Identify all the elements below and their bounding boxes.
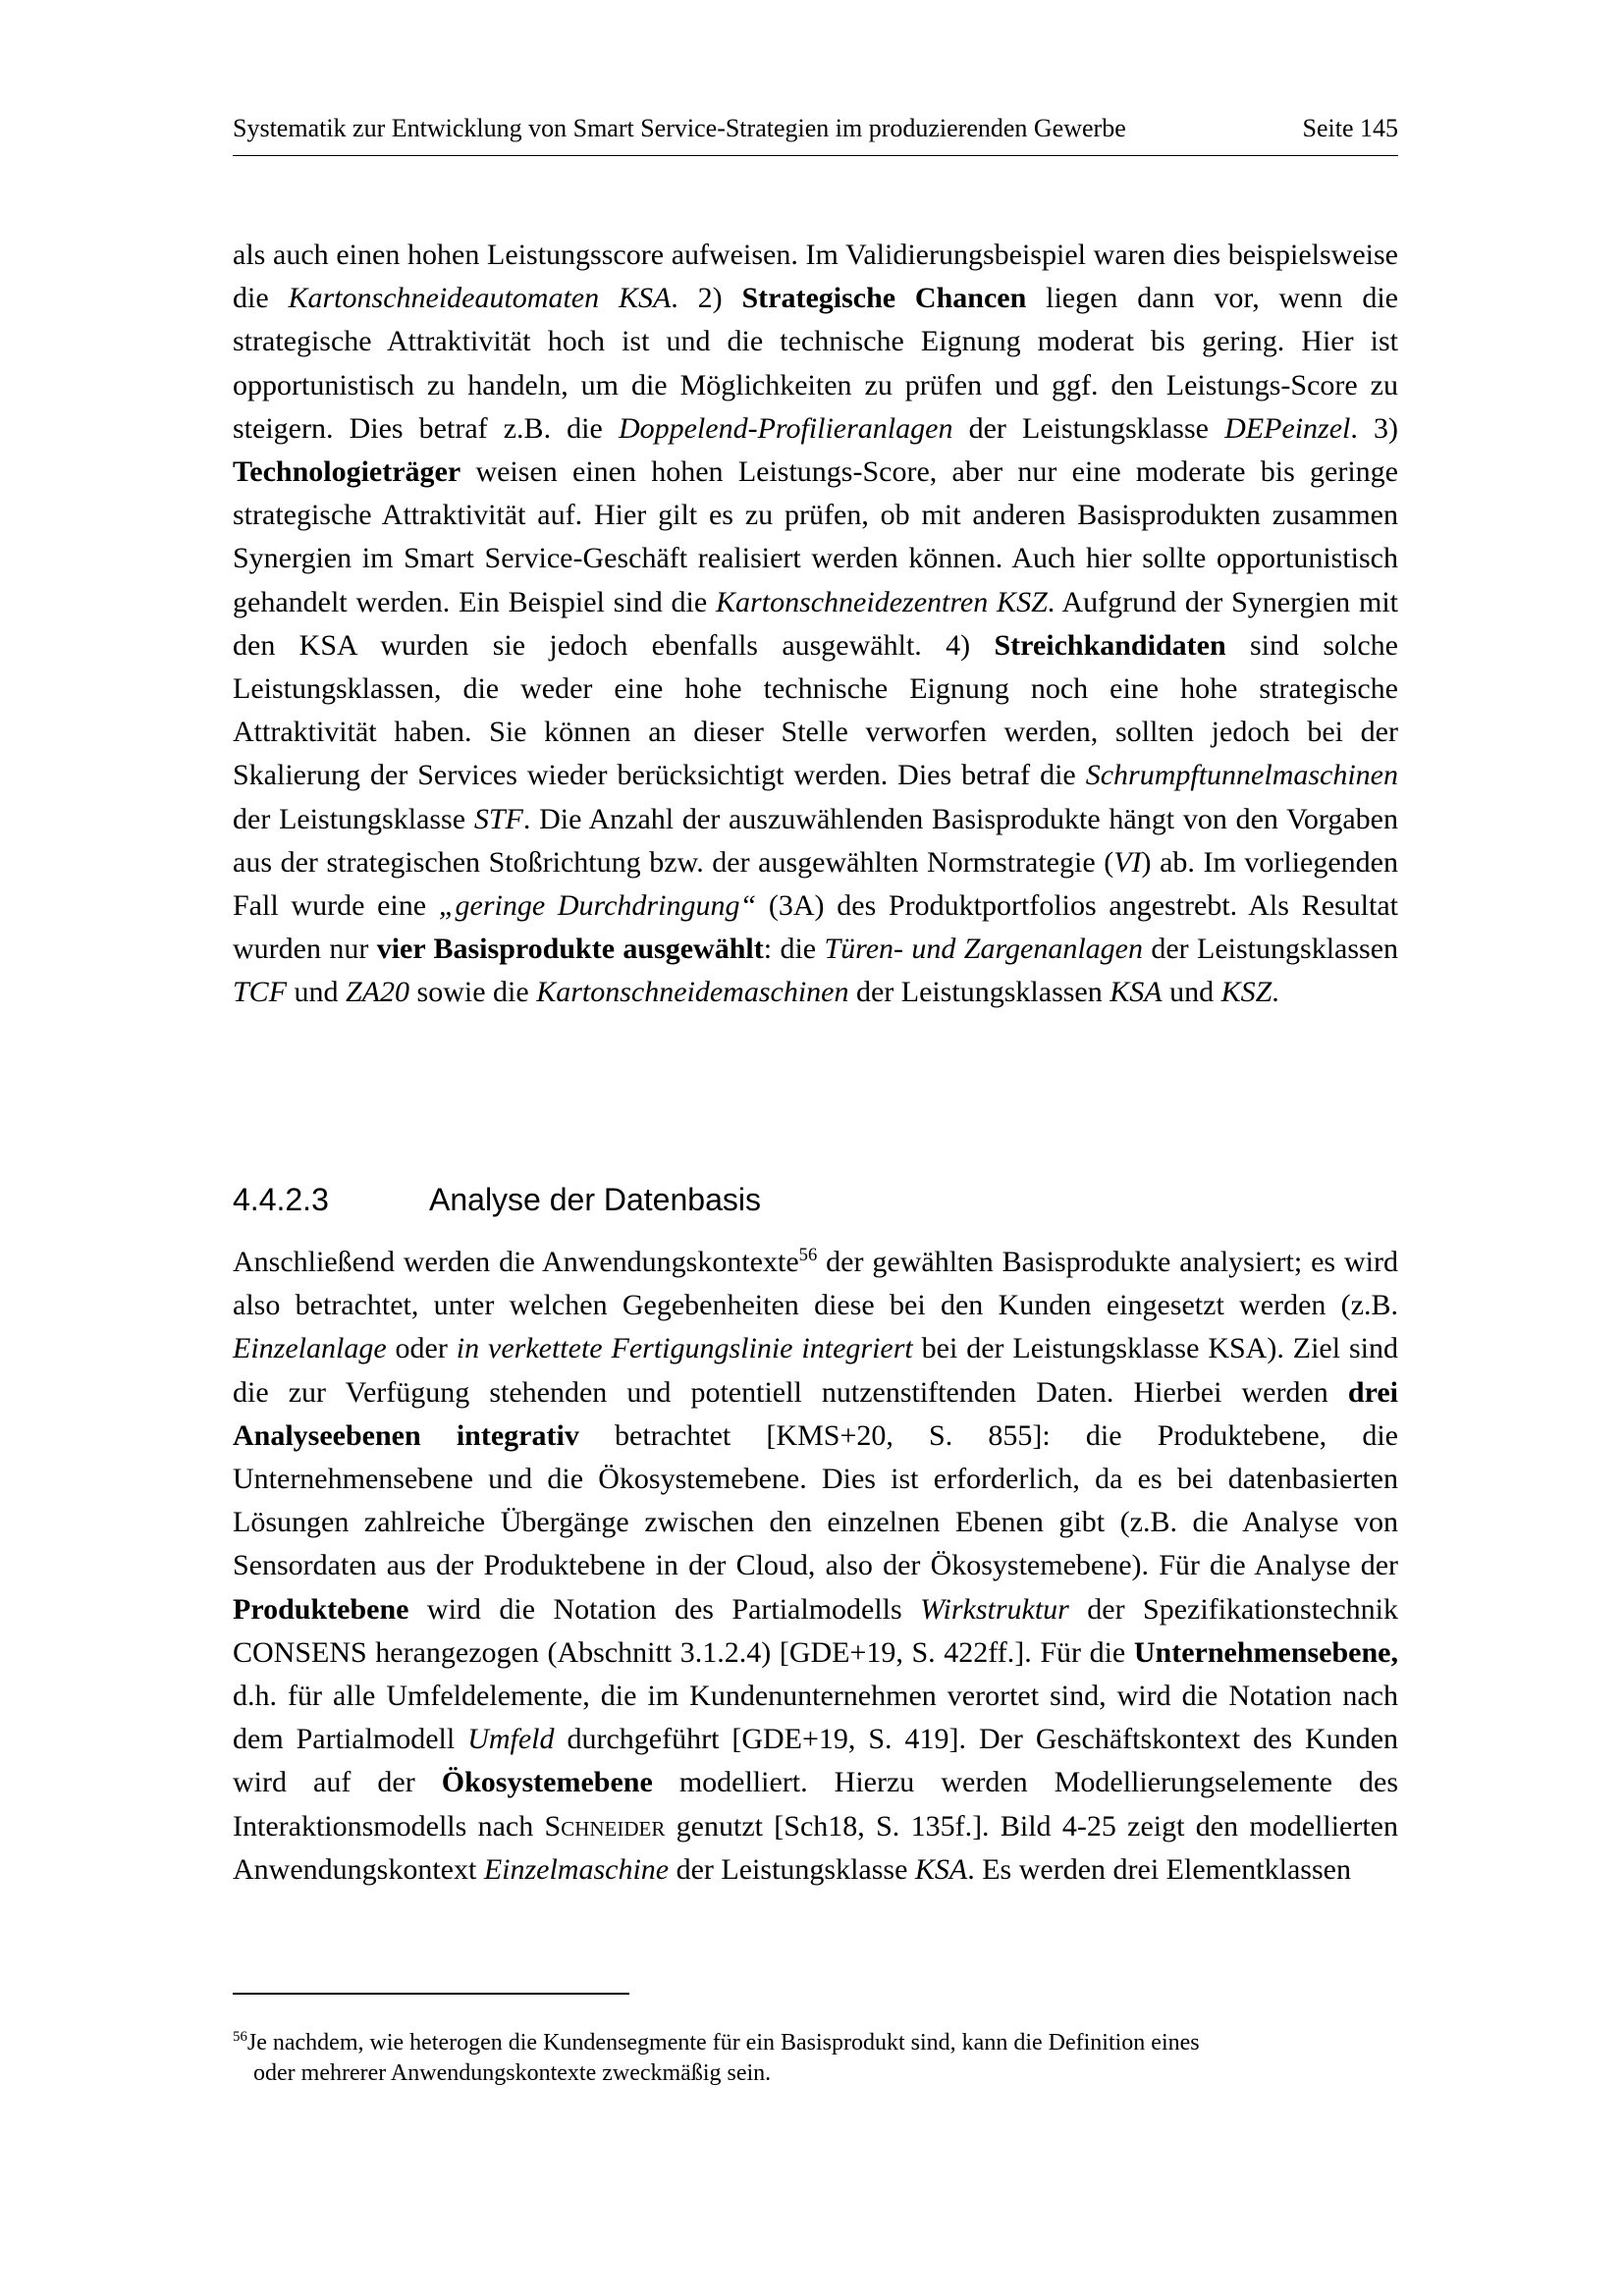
footnote-divider bbox=[233, 1993, 629, 1995]
footnote-text-line1: Je nachdem, wie heterogen die Kundensegmente für ein Basisprodukt sind, kann die Definition eines bbox=[246, 2030, 1200, 2056]
text-run: liegen dann vor, wenn die strategische Attraktivität hoch ist und die technische Eignung moderat bis gering. Hier ist opportunistisch zu handeln, um die Möglichkeiten zu prüfen und ggf. den Leistungs-Score zu steigern. Dies betraf z.B. die bbox=[233, 282, 1398, 445]
bold-term: drei Analyseebenen integrativ bbox=[233, 1375, 1398, 1452]
text-run: weisen einen hohen Leistungs-Score, aber nur eine moderate bis geringe strategische Attraktivität auf. Hier gilt es zu prüfen, ob mit anderen Basisprodukten zusammen Synergien im Smart Service-Geschäft realisiert werden können. Auch hier sollte opportunistisch gehandelt werden. Ein Beispiel sind die bbox=[233, 455, 1398, 618]
emphasis: „geringe Durchdringung“ bbox=[438, 889, 757, 923]
section-heading bbox=[233, 1180, 1398, 1219]
emphasis: Doppelend-Profilieranlagen bbox=[618, 411, 953, 445]
text-run: durchgeführt [GDE+19, S. 419]. Der Geschäftskontext des Kunden wird auf der bbox=[233, 1723, 1399, 1799]
bold-term: Unternehmensebene, bbox=[1133, 1635, 1398, 1669]
author-name: Schneider bbox=[544, 1809, 666, 1842]
emphasis: Kartonschneidezentren KSZ bbox=[716, 585, 1048, 618]
text-run: bei der Leistungsklasse KSA). Ziel sind die zur Verfügung stehenden und potentiell nutzenstiftenden Daten. Hierbei werden bbox=[233, 1332, 1398, 1409]
text-run: der Leistungsklassen bbox=[848, 976, 1110, 1009]
emphasis: KSA bbox=[1110, 976, 1163, 1009]
text-run: sind solche Leistungsklassen, die weder eine hohe technische Eignung noch eine hohe strategische Attraktivität haben. Sie können an dieser Stelle verworfen werden, sollten jedoch bei der Skalierung der Services wieder berücksichtigt werden. Dies betraf die bbox=[233, 628, 1398, 792]
text-run: . Die Anzahl der auszuwählenden Basisprodukte hängt von den Vorgaben aus der strategischen Stoßrichtung bzw. der ausgewählten Normstrategie ( bbox=[233, 802, 1398, 879]
emphasis: STF bbox=[473, 802, 523, 835]
emphasis: ZA20 bbox=[346, 976, 410, 1009]
emphasis: Einzelmaschine bbox=[483, 1852, 670, 1886]
text-run: Anschließend werden die Anwendungskontexte bbox=[233, 1246, 799, 1278]
footnote-text-line2: oder mehrerer Anwendungskontexte zweckmäßig sein. bbox=[253, 2060, 772, 2086]
text-run: (3A) des Produktportfolios angestrebt. Als Resultat wurden nur bbox=[233, 889, 1399, 966]
emphasis: TCF bbox=[233, 976, 288, 1009]
footnote-marker: 56 bbox=[233, 2029, 247, 2045]
text-run: der Leistungsklassen bbox=[1142, 933, 1399, 966]
text-run: genutzt [Sch18, S. 135f.]. Bild 4-25 zeigt den modellierten Anwendungskontext bbox=[233, 1809, 1398, 1886]
text-run: der Leistungsklasse bbox=[233, 802, 474, 835]
text-run: als auch einen hohen Leistungsscore aufweisen. Im Validierungsbeispiel waren dies beispielsweise die bbox=[233, 239, 1398, 315]
emphasis: Türen- und Zargenanlagen bbox=[824, 933, 1143, 966]
emphasis: DEPeinzel bbox=[1224, 411, 1351, 445]
page-number: Seite 145 bbox=[1302, 114, 1398, 142]
text-run: oder bbox=[386, 1332, 457, 1365]
text-run: und bbox=[287, 976, 347, 1009]
text-run: modelliert. Hierzu werden Modellierungselemente des Interaktionsmodells nach bbox=[233, 1766, 1398, 1842]
text-run: ) ab. Im vorliegenden Fall wurde eine bbox=[233, 845, 1398, 923]
emphasis: VI bbox=[1113, 845, 1142, 879]
text-run: . 2) bbox=[671, 282, 742, 315]
text-run: der Leistungsklasse bbox=[952, 411, 1225, 445]
text-run: . 3) bbox=[1350, 411, 1398, 445]
bold-term: Streichkandidaten bbox=[994, 628, 1226, 662]
text-run: wird die Notation des Partialmodells bbox=[408, 1592, 921, 1626]
text-run: und bbox=[1162, 976, 1221, 1009]
text-run: sowie die bbox=[409, 976, 537, 1009]
emphasis: Kartonschneideautomaten KSA bbox=[288, 282, 672, 315]
emphasis: Einzelanlage bbox=[233, 1332, 387, 1365]
footnote bbox=[233, 2028, 1398, 2089]
paragraph-text bbox=[233, 234, 1398, 1015]
emphasis: in verkettete Fertigungslinie integriert bbox=[456, 1332, 913, 1365]
bold-term: Ökosystemebene bbox=[441, 1766, 653, 1799]
paragraph-data-analysis bbox=[233, 1241, 1398, 1892]
section-title: Analyse der Datenbasis bbox=[429, 1182, 761, 1217]
bold-term: Technologieträger bbox=[233, 455, 461, 489]
text-run: betrachtet [KMS+20, S. 855]: die Produktebene, die Unternehmensebene und die Ökosystemebene. Dies ist erforderlich, da es bei datenbasierten Lösungen zahlreiche Übergänge zwischen den einzelnen Ebenen gibt (z.B. die Analyse von Sensordaten aus der Produktebene in der Cloud, also der Ökosystemebene). Für die Analyse der bbox=[233, 1418, 1399, 1582]
bold-term: Produktebene bbox=[233, 1592, 409, 1626]
text-run: d.h. für alle Umfeldelemente, die im Kundenunternehmen verortet sind, wird die Notation nach dem Partialmodell bbox=[233, 1680, 1398, 1756]
text-run: : die bbox=[763, 933, 825, 966]
emphasis: KSA bbox=[914, 1852, 968, 1886]
text-run: . Aufgrund der Synergien mit den KSA wurden sie jedoch ebenfalls ausgewählt. 4) bbox=[233, 585, 1399, 662]
section-number: 4.4.2.3 bbox=[233, 1182, 329, 1217]
running-header bbox=[233, 112, 1398, 156]
bold-term: vier Basisprodukte ausgewählt bbox=[376, 933, 764, 966]
text-run: der Leistungsklasse bbox=[669, 1852, 915, 1886]
header-title: Systematik zur Entwicklung von Smart Service-Strategien im produzierenden Gewerbe bbox=[233, 114, 1126, 142]
text-run: . bbox=[1272, 976, 1279, 1009]
emphasis: Umfeld bbox=[467, 1723, 555, 1756]
text-run: . Es werden drei Elementklassen bbox=[967, 1852, 1351, 1886]
text-run: der Spezifikationstechnik CONSENS herangezogen (Abschnitt 3.1.2.4) [GDE+19, S. 422ff.]. Für die bbox=[233, 1592, 1398, 1669]
paragraph-text bbox=[233, 1241, 1398, 1892]
paragraph-normstrategies bbox=[233, 234, 1398, 1015]
bold-term: Strategische Chancen bbox=[741, 282, 1027, 315]
emphasis: KSZ bbox=[1220, 976, 1272, 1009]
text-run: der gewählten Basisprodukte analysiert; es wird also betrachtet, unter welchen Gegebenheiten diese bei den Kunden eingesetzt werden (z.B. bbox=[233, 1246, 1399, 1322]
emphasis: Wirkstruktur bbox=[920, 1592, 1069, 1626]
footnote-reference[interactable]: 56 bbox=[798, 1245, 818, 1265]
emphasis: Schrumpftunnelmaschinen bbox=[1085, 759, 1398, 792]
emphasis: Kartonschneidemaschinen bbox=[536, 976, 849, 1009]
